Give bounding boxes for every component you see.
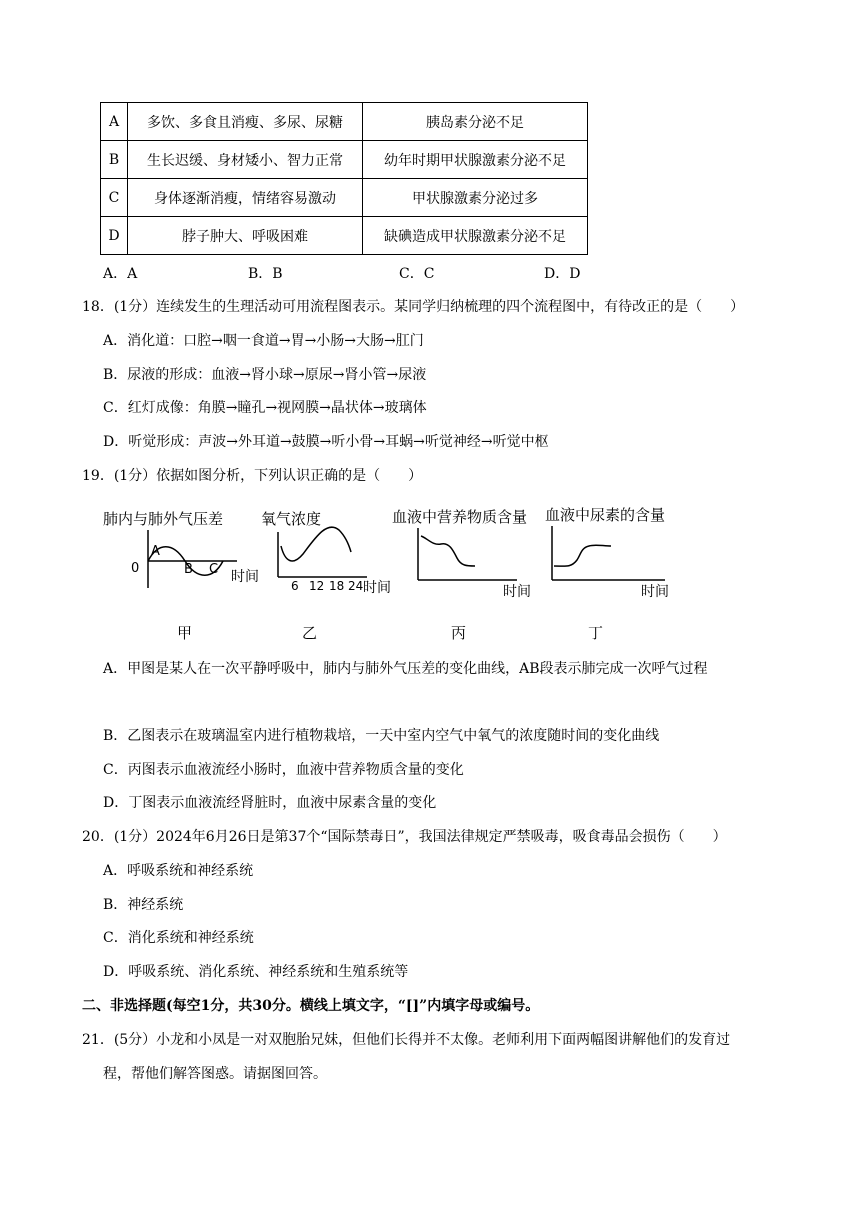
- row-symptom: 脖子肿大、呼吸困难: [128, 217, 363, 255]
- graph-ding-title: 血液中尿素的含量: [545, 506, 666, 524]
- q18-stem: 18．(1分）连续发生的生理活动可用流程图表示。某同学归纳梳理的四个流程图中，有待改正的是（ ）: [82, 299, 745, 315]
- q20-stem: 20．(1分）2024年6月26日是第37个“国际禁毒日”，我国法律规定严禁吸毒，吸食毒品会损伤（ ）: [82, 829, 727, 845]
- graph-bing-title: 血液中营养物质含量: [392, 508, 528, 526]
- q21-line1: 21．(5分）小龙和小凤是一对双胞胎兄妹，但他们长得并不太像。老师利用下面两幅图讲解他们的发育过: [82, 1032, 731, 1048]
- graph-ding: [545, 506, 669, 642]
- row-letter: A: [101, 103, 128, 141]
- row-cause: 甲状腺激素分泌过多: [363, 179, 588, 217]
- row-cause: 胰岛素分泌不足: [363, 103, 588, 141]
- q19-option-c: C．丙图表示血液流经小肠时，血液中营养物质含量的变化: [103, 762, 464, 778]
- table-row: [101, 179, 588, 217]
- q20-option-a: A．呼吸系统和神经系统: [103, 863, 254, 879]
- q17-option-c: C．C: [399, 266, 435, 282]
- section2-heading: 二、非选择题(每空1分，共30分。横线上填文字，“[]”内填字母或编号。: [82, 998, 540, 1014]
- graph-yi-caption: 乙: [302, 624, 318, 642]
- q20-option-b: B．神经系统: [103, 897, 184, 913]
- q19-stem: 19．(1分）依据如图分析，下列认识正确的是（ ）: [82, 468, 423, 484]
- q18-option-a: A．消化道：口腔→咽一食道→胃→小肠→大肠→肛门: [103, 333, 424, 349]
- graph-jia-label-a: A: [151, 544, 160, 559]
- graph-yi-title: 氧气浓度: [261, 510, 322, 528]
- q17-option-b: B．B: [248, 266, 283, 282]
- graph-yi-tick-12: 12: [309, 579, 325, 593]
- graph-yi-tick-6: 6: [291, 579, 299, 593]
- row-symptom: 生长迟缓、身材矮小、智力正常: [128, 141, 363, 179]
- graph-yi-tick-18: 18: [329, 579, 345, 593]
- graph-bing-xlabel: 时间: [503, 584, 531, 600]
- options-table: [100, 102, 588, 255]
- graph-jia-xlabel: 时间: [231, 569, 259, 585]
- graph-bing: [392, 508, 531, 642]
- q18-option-d: D．听觉形成：声波→外耳道→鼓膜→听小骨→耳蜗→听觉神经→听觉中枢: [103, 434, 549, 450]
- row-letter: C: [101, 179, 128, 217]
- row-symptom: 身体逐渐消瘦，情绪容易激动: [128, 179, 363, 217]
- row-symptom: 多饮、多食且消瘦、多尿、尿糖: [128, 103, 363, 141]
- graph-bing-caption: 丙: [451, 624, 467, 642]
- q19-graphs-figure: [95, 500, 695, 650]
- graph-jia-label-c: C: [209, 562, 219, 577]
- table-row: [101, 103, 588, 141]
- row-letter: D: [101, 217, 128, 255]
- graph-jia: [103, 510, 259, 642]
- q20-option-d: D．呼吸系统、消化系统、神经系统和生殖系统等: [103, 964, 409, 980]
- q19-option-d: D．丁图表示血液流经肾脏时，血液中尿素含量的变化: [103, 795, 437, 811]
- row-letter: B: [101, 141, 128, 179]
- graph-jia-zero: 0: [131, 561, 140, 576]
- graph-yi: [261, 510, 391, 642]
- q19-option-a: A．甲图是某人在一次平静呼吸中，肺内与肺外气压差的变化曲线，AB段表示肺完成一次呼气过程: [103, 661, 708, 677]
- q18-option-b: B．尿液的形成：血液→肾小球→原尿→肾小管→尿液: [103, 367, 427, 383]
- graph-ding-xlabel: 时间: [641, 584, 669, 600]
- q19-option-b: B．乙图表示在玻璃温室内进行植物栽培，一天中室内空气中氧气的浓度随时间的变化曲线: [103, 728, 660, 744]
- q17-option-d: D．D: [544, 266, 581, 282]
- graph-jia-label-b: B: [184, 562, 193, 577]
- table-row: [101, 217, 588, 255]
- q17-option-a: A．A: [103, 266, 138, 282]
- graph-yi-xlabel: 时间: [363, 580, 391, 596]
- graph-jia-caption: 甲: [177, 624, 193, 642]
- q18-option-c: C．红灯成像：角膜→瞳孔→视网膜→晶状体→玻璃体: [103, 400, 427, 416]
- q21-line2: 程，帮他们解答图惑。请据图回答。: [103, 1066, 327, 1082]
- graph-bing-curve: [421, 536, 475, 566]
- graph-yi-tick-24: 24: [348, 579, 364, 593]
- graph-yi-curve: [281, 527, 351, 561]
- row-cause: 缺碘造成甲状腺激素分泌不足: [363, 217, 588, 255]
- row-cause: 幼年时期甲状腺激素分泌不足: [363, 141, 588, 179]
- graph-ding-caption: 丁: [588, 624, 604, 642]
- graph-jia-title: 肺内与肺外气压差: [103, 510, 224, 528]
- q20-option-c: C．消化系统和神经系统: [103, 930, 254, 946]
- table-row: [101, 141, 588, 179]
- graph-ding-curve: [554, 545, 611, 566]
